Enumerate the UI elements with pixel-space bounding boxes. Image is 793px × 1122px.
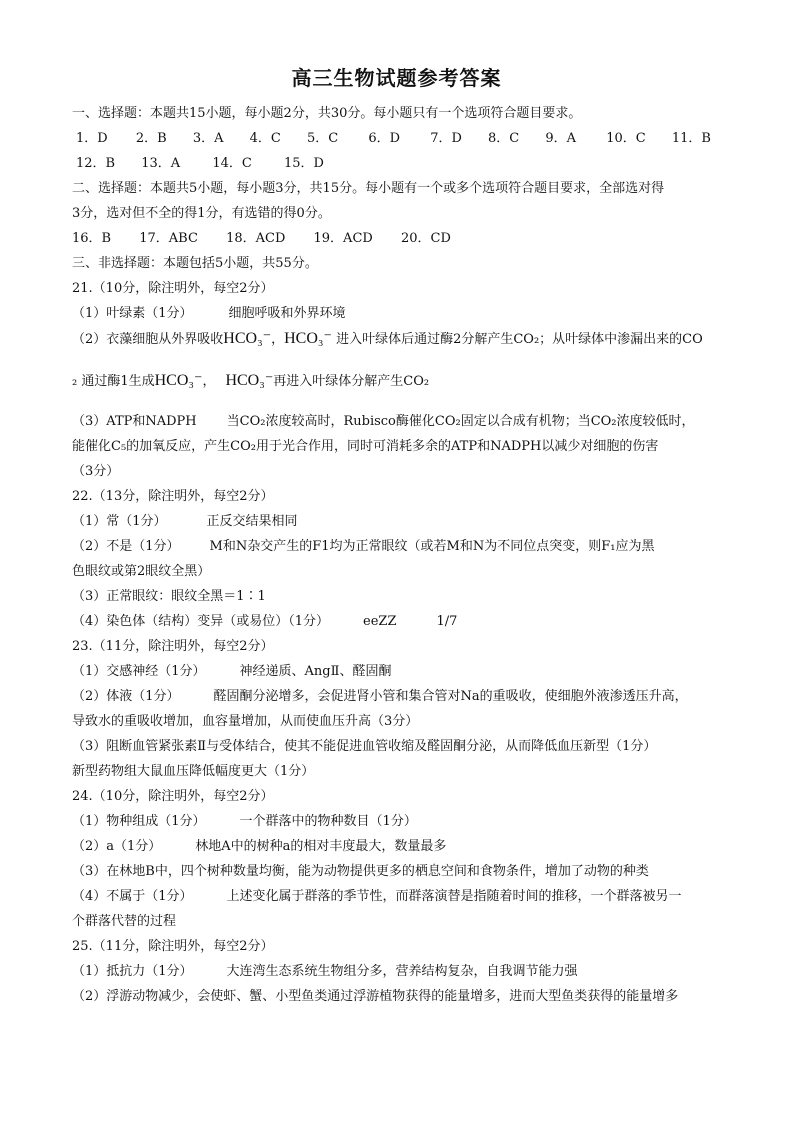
section3-header: 三、非选择题：本题包括5小题，共55分。 [72, 256, 318, 271]
q24-part1-answer-b: 一个群落中的物种数目（1分） [239, 814, 417, 829]
q24-part4-answer-a: （4）不属于（1分） [72, 889, 193, 904]
q21-part2-comma: ， [271, 332, 285, 347]
q23-part3-line2: 新型药物组大鼠血压降低幅度更大（1分） [72, 764, 315, 779]
q23-part1-answer-a: （1）交感神经（1分） [72, 664, 206, 679]
q22-heading: 22.（13分，除注明外，每空2分） [72, 489, 274, 504]
hco3-formula: HCO₃⁻ [284, 330, 332, 347]
q21-part3-line3: （3分） [72, 464, 120, 479]
q21-part2-text-c: 进入叶绿体后通过酶2分解产生CO₂；从叶绿体中渗漏出来的CO [336, 332, 703, 347]
q24-part4-line1 [72, 889, 732, 905]
answer-item: 6．D [368, 131, 401, 146]
answer-item: 20．CD [400, 231, 451, 246]
q25-part1-answer-a: （1）抵抗力（1分） [72, 964, 193, 979]
answer-item: 18．ACD [226, 231, 286, 246]
answer-item: 4．C [249, 131, 281, 146]
q21-part1 [72, 306, 732, 322]
q22-part4-answer-c: 1/7 [436, 614, 458, 629]
q23-part2-line1 [72, 689, 732, 705]
q21-part3-line1 [72, 414, 732, 430]
q22-part2-answer-b: M和N杂交产生的F1均为正常眼纹（或若M和N为不同位点突变，则F₁应为黑 [209, 539, 655, 554]
q23-part2-line2: 导致水的重吸收增加，血容量增加，从而使血压升高（3分） [72, 714, 419, 729]
answer-item: 12．B [76, 156, 116, 171]
q21-part2-text-d: ₂ 通过酶1生成 [72, 374, 155, 389]
hco3-formula: HCO₃⁻ [154, 372, 203, 389]
q22-part4-answer-a: （4）染色体（结构）变异（或易位）（1分） [72, 614, 330, 629]
q22-part1-answer-b: 正反交结果相同 [206, 514, 298, 529]
q23-part1 [72, 664, 732, 680]
q25-part1 [72, 964, 732, 980]
answer-item: 16．B [72, 231, 112, 246]
answer-item: 14．C [212, 156, 252, 171]
q21-part3-answer-a: （3）ATP和NADPH [72, 414, 197, 429]
q22-part2-answer-a: （2）不是（1分） [72, 539, 180, 554]
page-title: 高三生物试题参考答案 [291, 66, 502, 90]
section2-header-line2: 3分，选对但不全的得1分，有选错的得0分。 [72, 206, 331, 221]
answer-item: 9．A [545, 131, 577, 146]
q25-part2: （2）浮游动物减少，会使虾、蟹、小型鱼类通过浮游植物获得的能量增多，进而大型鱼类获得的能量增多 [72, 989, 679, 1004]
q21-part3-answer-b: 当CO₂浓度较高时，Rubisco酶催化CO₂固定以合成有机物；当CO₂浓度较低时， [226, 414, 695, 429]
q24-part3: （3）在林地B中，四个树种数量均衡，能为动物提供更多的栖息空间和食物条件，增加了动物的种类 [72, 864, 649, 879]
q24-part2-answer-a: （2）a（1分） [72, 839, 162, 854]
q21-part1-answer-a: （1）叶绿素（1分） [72, 306, 193, 321]
q23-part1-answer-b: 神经递质、AngⅡ、醛固酮 [239, 664, 392, 679]
q25-part1-answer-b: 大连湾生态系统生物组分多，营养结构复杂，自我调节能力强 [226, 964, 578, 979]
answer-item: 1．D [76, 131, 108, 146]
q22-part3: （3）正常眼纹：眼纹全黑＝1∶1 [72, 589, 266, 604]
answer-item: 17．ABC [139, 231, 198, 246]
q21-part2-line1 [72, 331, 732, 348]
q24-part4-answer-b: 上述变化属于群落的季节性，而群落演替是指随着时间的推移，一个群落被另一 [226, 889, 682, 904]
answer-item: 8．C [488, 131, 520, 146]
q21-part2-text-a: （2）衣藻细胞从外界吸收 [72, 332, 224, 347]
section2-header-line1: 二、选择题：本题共5小题，每小题3分，共15分。每小题有一个或多个选项符合题目要求，全部选对得 [72, 181, 665, 196]
hco3-formula: HCO₃⁻ [225, 372, 274, 389]
q21-part1-answer-b: 细胞呼吸和外界环境 [228, 306, 346, 321]
answer-item: 7．D [430, 131, 462, 146]
q22-part4 [72, 614, 732, 630]
answer-item: 11．B [671, 131, 711, 146]
q22-part1-answer-a: （1）常（1分） [72, 514, 167, 529]
q23-part3-line1: （3）阻断血管紧张素Ⅱ与受体结合，使其不能促进血管收缩及醛固酮分泌，从而降低血压新型（1分） [72, 739, 657, 754]
q21-part2-line2 [72, 373, 732, 390]
q23-part2-answer-a: （2）体液（1分） [72, 689, 180, 704]
answer-item: 10．C [606, 131, 646, 146]
q21-part2-comma: ， [202, 374, 216, 389]
answer-item: 15．D [283, 156, 324, 171]
q21-part3-line2: 能催化C₅的加氧反应，产生CO₂用于光合作用，同时可消耗多余的ATP和NADPH以减少对细胞的伤害 [72, 439, 659, 454]
section2-answers [72, 231, 732, 247]
q24-part1 [72, 814, 732, 830]
hco3-formula: HCO₃⁻ [223, 330, 272, 347]
q24-part4-line2: 个群落代替的过程 [72, 914, 177, 929]
q22-part2-line1 [72, 539, 732, 555]
q24-heading: 24.（10分，除注明外，每空2分） [72, 789, 274, 804]
q21-heading: 21.（10分，除注明外，每空2分） [72, 281, 274, 296]
q21-part2-text-f: 再进入叶绿体分解产生CO₂ [273, 374, 430, 389]
answer-item: 13．A [141, 156, 181, 171]
q23-heading: 23.（11分，除注明外，每空2分） [72, 639, 274, 654]
answer-item: 2．B [135, 131, 167, 146]
q23-part2-answer-b: 醛固酮分泌增多，会促进肾小管和集合管对Na的重吸收，使细胞外液渗透压升高， [213, 689, 688, 704]
section1-header: 一、选择题：本题共15小题，每小题2分，共30分。每小题只有一个选项符合题目要求。 [72, 106, 582, 121]
q24-part2-answer-b: 林地A中的树种a的相对丰度最大，数量最多 [195, 839, 447, 854]
answer-item: 5．C [306, 131, 339, 146]
q22-part4-answer-b: eeZZ [363, 614, 397, 629]
answer-item: 19．ACD [313, 231, 373, 246]
q22-part1 [72, 514, 732, 530]
q24-part2 [72, 839, 732, 855]
q22-part2-line2: 色眼纹或第2眼纹全黑） [72, 564, 211, 579]
answer-item: 3．A [192, 131, 224, 146]
section1-answers-row2 [76, 156, 736, 172]
q25-heading: 25.（11分，除注明外，每空2分） [72, 939, 274, 954]
section1-answers-row1 [76, 131, 736, 147]
q24-part1-answer-a: （1）物种组成（1分） [72, 814, 206, 829]
